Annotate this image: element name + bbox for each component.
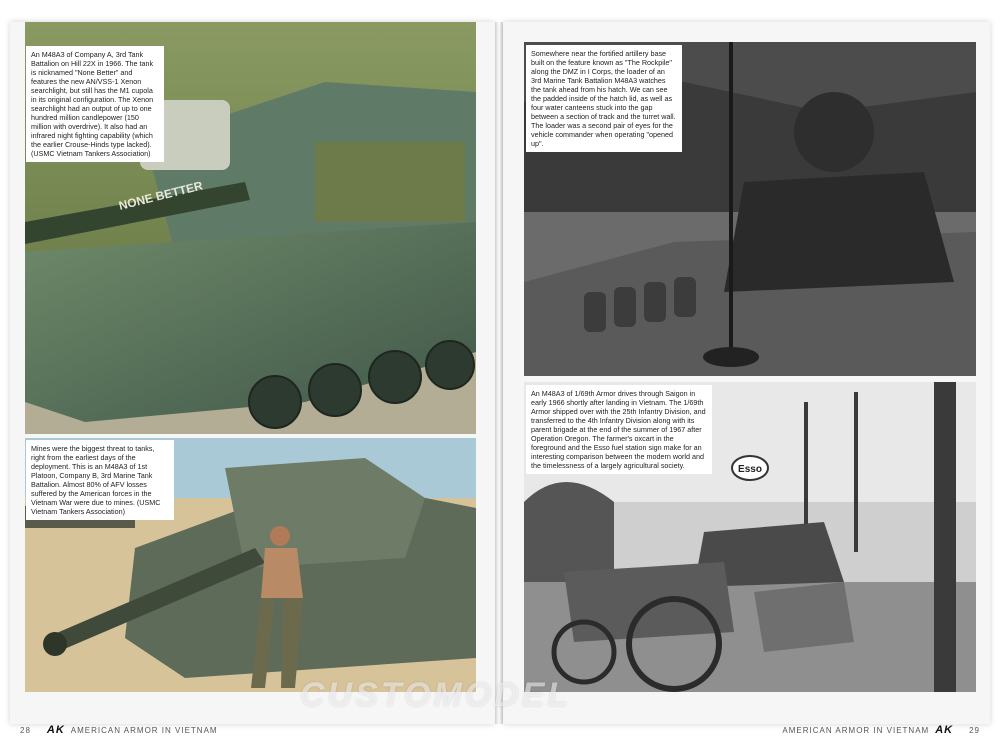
watermark-logo: CUSTOMODEL [300,676,572,714]
running-title: AMERICAN ARMOR IN VIETNAM [70,725,218,735]
caption-text: Somewhere near the fortified artillery base built on the feature known as "The Rockpile" along the DMZ in I Corps, the loader of an 3rd Marine Tank Battalion M48A3 watches the tank ahead from his hatch. We can see the padded inside of the hatch lid, as well as four water canteens stuck into the gap between a section of track and the turret wall. The loader was a second pair of eyes for the vehicle commander when operating "opened up". [531,49,676,148]
right-footer [782,724,990,736]
right-page [503,22,990,736]
publisher-logo: AK [46,724,65,736]
caption-text: Mines were the biggest threat to tanks, right from the earliest days of the deployment. This is an M48A3 of 1st Platoon, Company B, 3rd Marine Tank Battalion. Almost 80% of AFV losses suffered by the American forces in the Vietnam War were due to mines. (USMC Vietnam Tankers Association) [31,444,161,516]
publisher-logo: AK [935,724,954,736]
left-page [10,22,495,736]
caption-top-right [526,45,682,152]
caption-top-left [26,46,164,162]
caption-bottom-right [526,385,712,474]
caption-text: An M48A3 of Company A, 3rd Tank Battalion on Hill 22X in 1966. The tank is nicknamed "None Better" and features the new AN/VSS-1 Xenon searchlight, but still has the M1 cupola in its original configuration. The Xenon searchlight had an output of up to one hundred million candlepower (150 million with overdrive). It also had an infrared night fighting capability (which the earlier Crouse-Hinds type lacked). (USMC Vietnam Tankers Association) [31,50,154,158]
running-title: AMERICAN ARMOR IN VIETNAM [782,725,930,735]
caption-bottom-left [26,440,174,520]
page-number: 28 [20,725,31,735]
left-footer [10,724,218,736]
book-spine [495,22,503,724]
tank-painted-name: NONE BETTER [117,178,205,213]
esso-sign: Esso [738,464,762,475]
caption-text: An M48A3 of 1/69th Armor drives through Saigon in early 1966 shortly after landing in Vietnam. The 1/69th Armor shipped over with the 25th Infantry Division, and transferred to the 4th Infantry Division along with its parent brigade at the end of the summer of 1967 after Operation Oregon. The farmer's oxcart in the foreground and the Esso fuel station sign make for an interesting comparison between the modern world and the timelessness of a largely agricultural society. [531,389,706,470]
page-number: 29 [969,725,980,735]
